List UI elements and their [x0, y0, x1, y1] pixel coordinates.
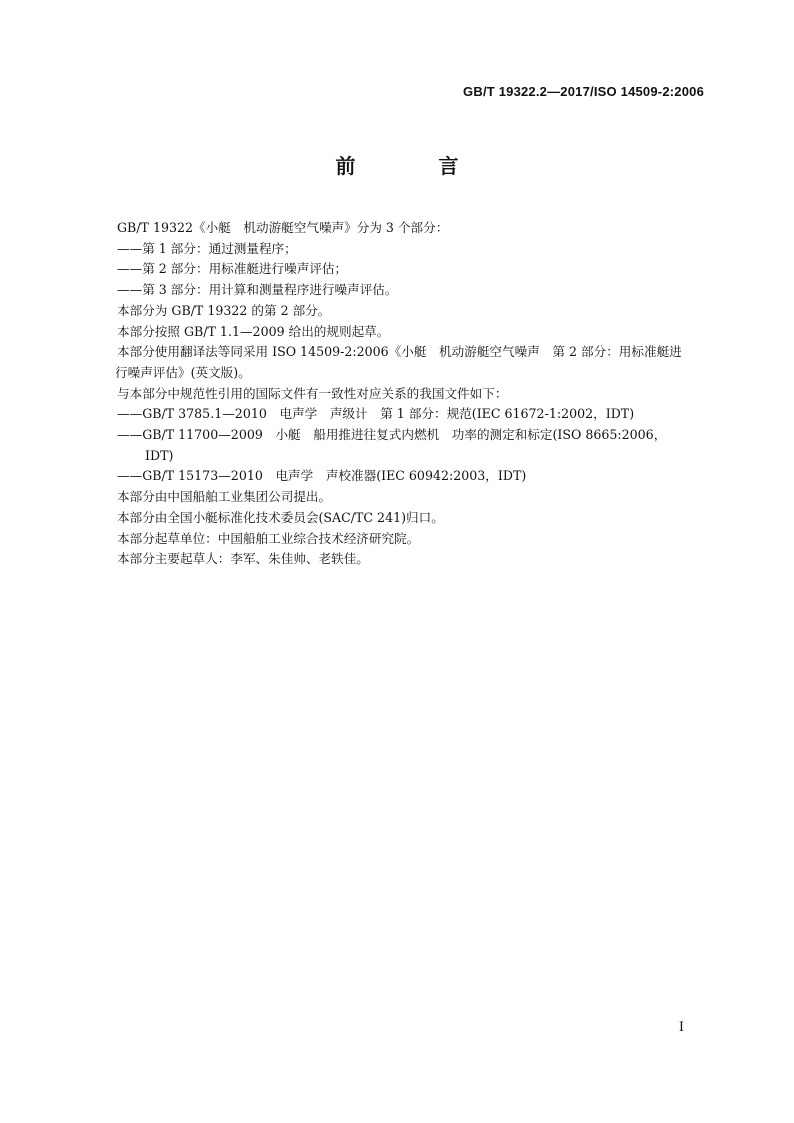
paragraph-drafting-unit: 本部分起草单位：中国船舶工业综合技术经济研究院。: [117, 530, 420, 546]
paragraph-adoption-line2: 行噪声评估》(英文版)。: [115, 364, 251, 380]
list-item-reference-2-line2: IDT): [145, 447, 174, 463]
list-item-reference-1: ——GB/T 3785.1—2010 电声学 声级计 第 1 部分：规范(IEC 61672-1:2002，IDT): [117, 406, 635, 422]
paragraph-references-intro: 与本部分中规范性引用的国际文件有一致性对应关系的我国文件如下：: [117, 385, 508, 401]
standard-code: GB/T 19322.2—2017/ISO 14509-2:2006: [463, 84, 704, 99]
list-item-part-2: ——第 2 部分：用标准艇进行噪声评估；: [117, 261, 348, 277]
list-item-reference-3: ——GB/T 15173—2010 电声学 声校准器(IEC 60942:2003，IDT): [117, 468, 527, 484]
paragraph-proposer: 本部分由中国船舶工业集团公司提出。: [117, 489, 332, 505]
list-item-part-1: ——第 1 部分：通过测量程序；: [117, 240, 297, 256]
list-item-reference-2-line1: ——GB/T 11700—2009 小艇 船用推进往复式内燃机 功率的测定和标定(ISO 8665:2006，: [117, 427, 667, 443]
paragraph-adoption: [117, 342, 705, 383]
paragraph-part-statement: 本部分为 GB/T 19322 的第 2 部分。: [117, 302, 331, 318]
paragraph-adoption-line1: 本部分使用翻译法等同采用 ISO 14509-2:2006《小艇 机动游艇空气噪声 第 2 部分：用标准艇进: [117, 344, 682, 360]
foreword-body: [117, 218, 705, 570]
paragraph-drafting-rules: 本部分按照 GB/T 1.1—2009 给出的规则起草。: [117, 323, 390, 339]
page-number: I: [678, 1020, 684, 1035]
list-item-reference-2: [117, 425, 705, 466]
page-title: 前 言: [335, 154, 497, 178]
list-item-part-3: ——第 3 部分：用计算和测量程序进行噪声评估。: [117, 282, 398, 298]
paragraph-committee: 本部分由全国小艇标准化技术委员会(SAC/TC 241)归口。: [117, 509, 444, 525]
paragraph-parts-intro: GB/T 19322《小艇 机动游艇空气噪声》分为 3 个部分：: [117, 220, 449, 235]
paragraph-drafters: 本部分主要起草人：李军、朱佳帅、老轶佳。: [117, 551, 369, 567]
